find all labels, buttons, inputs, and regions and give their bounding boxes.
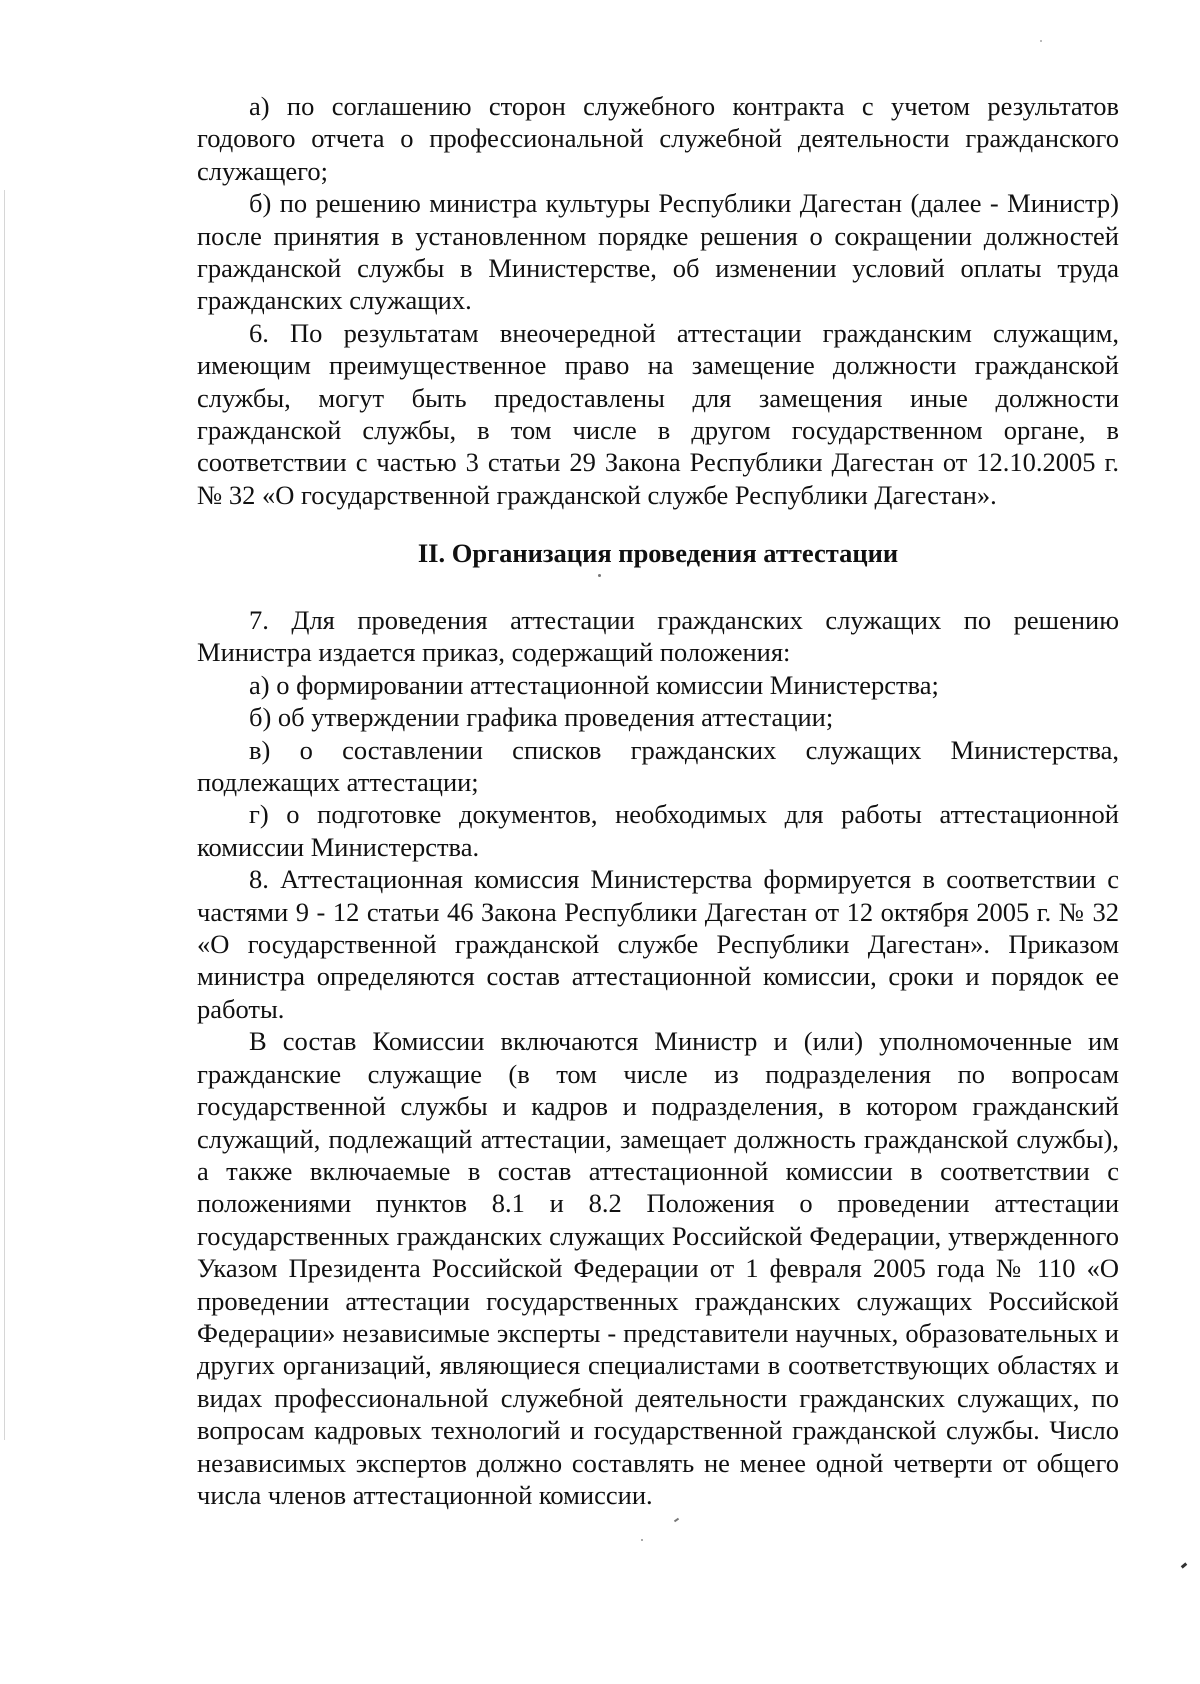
- paragraph-7: 7. Для проведения аттестации гражданских служащих по решению Министра издается приказ, содержащий положения:: [197, 605, 1119, 668]
- paragraph-8: 8. Аттестационная комиссия Министерства формируется в соответствии с частями 9 - 12 статьи 46 Закона Республики Дагестан от 12 октября 2005 г. № 32 «О государственной гражданской службе Республики Дагестан». Приказом министра определяются состав аттестационной комиссии, сроки и порядок ее работы.: [197, 864, 1119, 1024]
- scan-speck: [674, 1518, 679, 1523]
- paragraph-7-item-g: г) о подготовке документов, необходимых для работы аттестационной комиссии Министерства.: [197, 799, 1119, 862]
- paragraph-item-a: а) по соглашению сторон служебного контракта с учетом результатов годового отчета о профессиональной служебной деятельности гражданского служащего;: [197, 91, 1119, 186]
- bottom-text-block: [197, 604, 1119, 1511]
- paragraph-item-b: б) по решению министра культуры Республики Дагестан (далее - Министр) после принятия в установленном порядке решения о сокращении должностей гражданской службы в Министерстве, об изменении условий оплаты труда гражданских служащих.: [197, 188, 1119, 316]
- scan-speck: [1040, 40, 1042, 42]
- top-text-block: [197, 90, 1119, 511]
- paragraph-commission-composition: В состав Комиссии включаются Министр и (или) уполномоченные им гражданские служащие (в том числе из подразделения по вопросам государственной службы и кадров и подразделения, в котором гражданский служащий, подлежащий аттестации, замещает должность гражданской службы), а также включаемые в состав аттестационной комиссии в соответствии с положениями пунктов 8.1 и 8.2 Положения о проведении аттестации государственных гражданских служащих Российской Федерации, утвержденного Указом Президента Российской Федерации от 1 февраля 2005 года № 110 «О проведении аттестации государственных гражданских служащих Российской Федерации» независимые эксперты - представители научных, образовательных и других организаций, являющиеся специалистами в соответствующих областях и видах профессиональной служебной деятельности гражданских служащих, по вопросам кадровых технологий и государственной гражданской службы. Число независимых экспертов должно составлять не менее одной четверти от общего числа членов аттестационной комиссии.: [197, 1026, 1119, 1510]
- paragraph-7-item-v: в) о составлении списков гражданских служащих Министерства, подлежащих аттестации;: [197, 734, 1119, 798]
- scan-speck: [598, 574, 601, 577]
- scan-speck: [1181, 1562, 1188, 1568]
- paragraph-7-item-b: б) об утверждении графика проведения аттестации;: [249, 702, 834, 733]
- scan-edge-line: [4, 190, 5, 1440]
- paragraph-7-item-a: а) о формировании аттестационной комиссии Министерства;: [249, 669, 939, 700]
- section-heading: II. Организация проведения аттестации: [417, 538, 899, 568]
- scan-speck: [641, 1539, 643, 1541]
- paragraph-6: 6. По результатам внеочередной аттестации гражданским служащим, имеющим преимущественное право на замещение должности гражданской службы, могут быть предоставлены для замещения иные должности гражданской службы, в том числе в другом государственном органе, в соответствии с частью 3 статьи 29 Закона Республики Дагестан от 12.10.2005 г. № 32 «О государственной гражданской службе Республики Дагестан».: [197, 317, 1119, 510]
